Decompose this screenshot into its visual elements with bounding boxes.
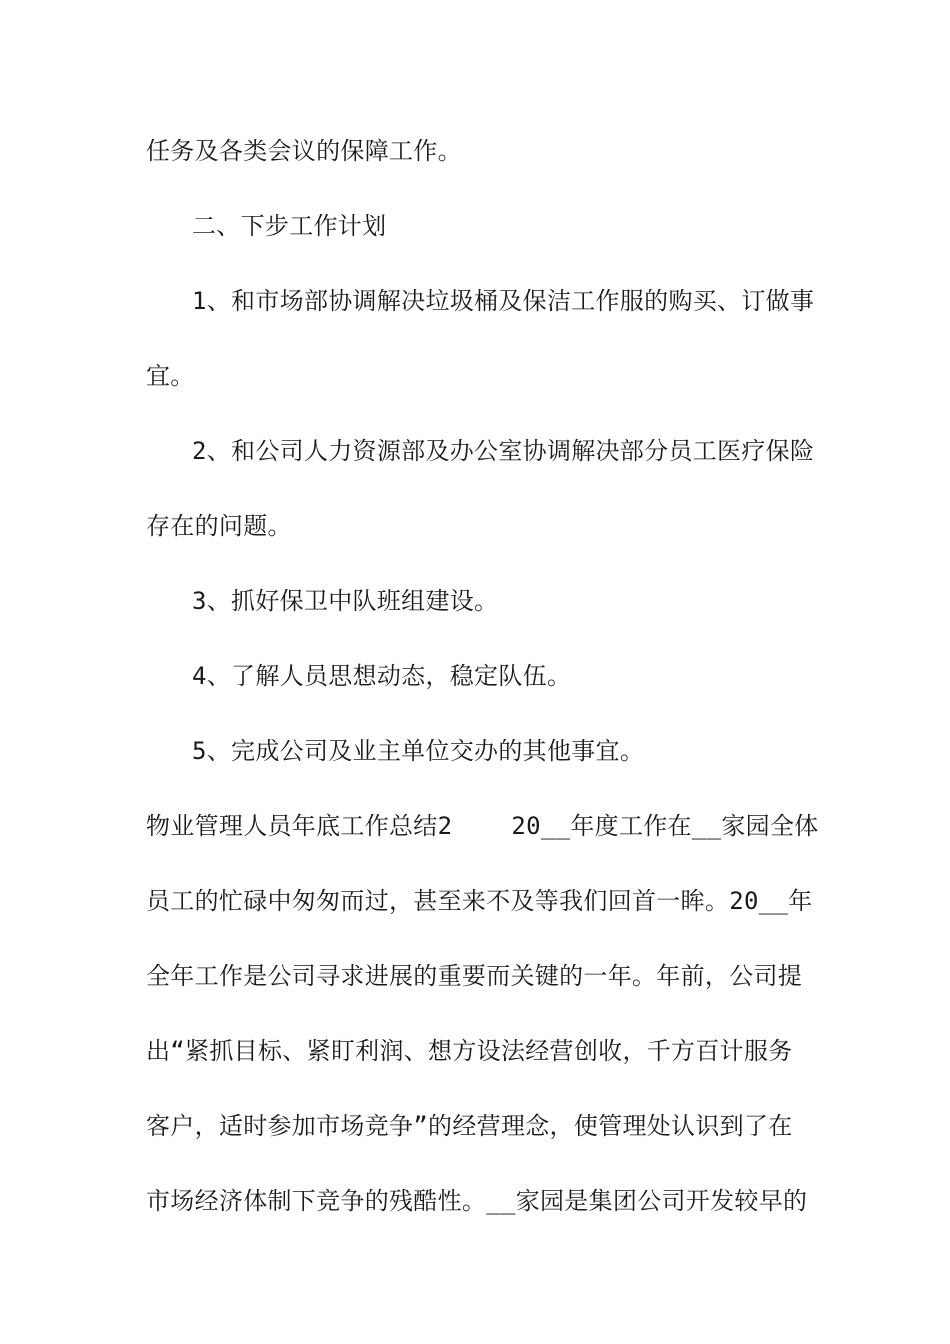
paragraph-line: 出“紧抓目标、紧盯利润、想方设法经营创收，千方百计服务	[146, 1037, 793, 1065]
paragraph-line: 员工的忙碌中匆匆而过，甚至来不及等我们回首一眸。20__年	[146, 887, 813, 915]
plan-item-2: 2、和公司人力资源部及办公室协调解决部分员工医疗保险	[192, 437, 815, 465]
paragraph-line: 客户，适时参加市场竞争”的经营理念，使管理处认识到了在	[146, 1112, 793, 1140]
paragraph-line: 市场经济体制下竞争的残酷性。__家园是集团公司开发较早的	[146, 1187, 808, 1215]
section-heading: 二、下步工作计划	[192, 212, 387, 240]
plan-item-5: 5、完成公司及业主单位交办的其他事宜。	[192, 737, 645, 765]
paragraph-line: 全年工作是公司寻求进展的重要而关键的一年。年前，公司提	[146, 962, 803, 990]
section-title-line: 物业管理人员年底工作总结2 20__年度工作在__家园全体	[146, 812, 819, 840]
paragraph-line: 存在的问题。	[146, 512, 292, 540]
plan-item-4: 4、了解人员思想动态，稳定队伍。	[192, 662, 572, 690]
plan-item-1: 1、和市场部协调解决垃圾桶及保洁工作服的购买、订做事	[192, 287, 815, 315]
paragraph-line: 宜。	[146, 362, 195, 390]
paragraph-line: 任务及各类会议的保障工作。	[146, 137, 462, 165]
plan-item-3: 3、抓好保卫中队班组建设。	[192, 587, 499, 615]
